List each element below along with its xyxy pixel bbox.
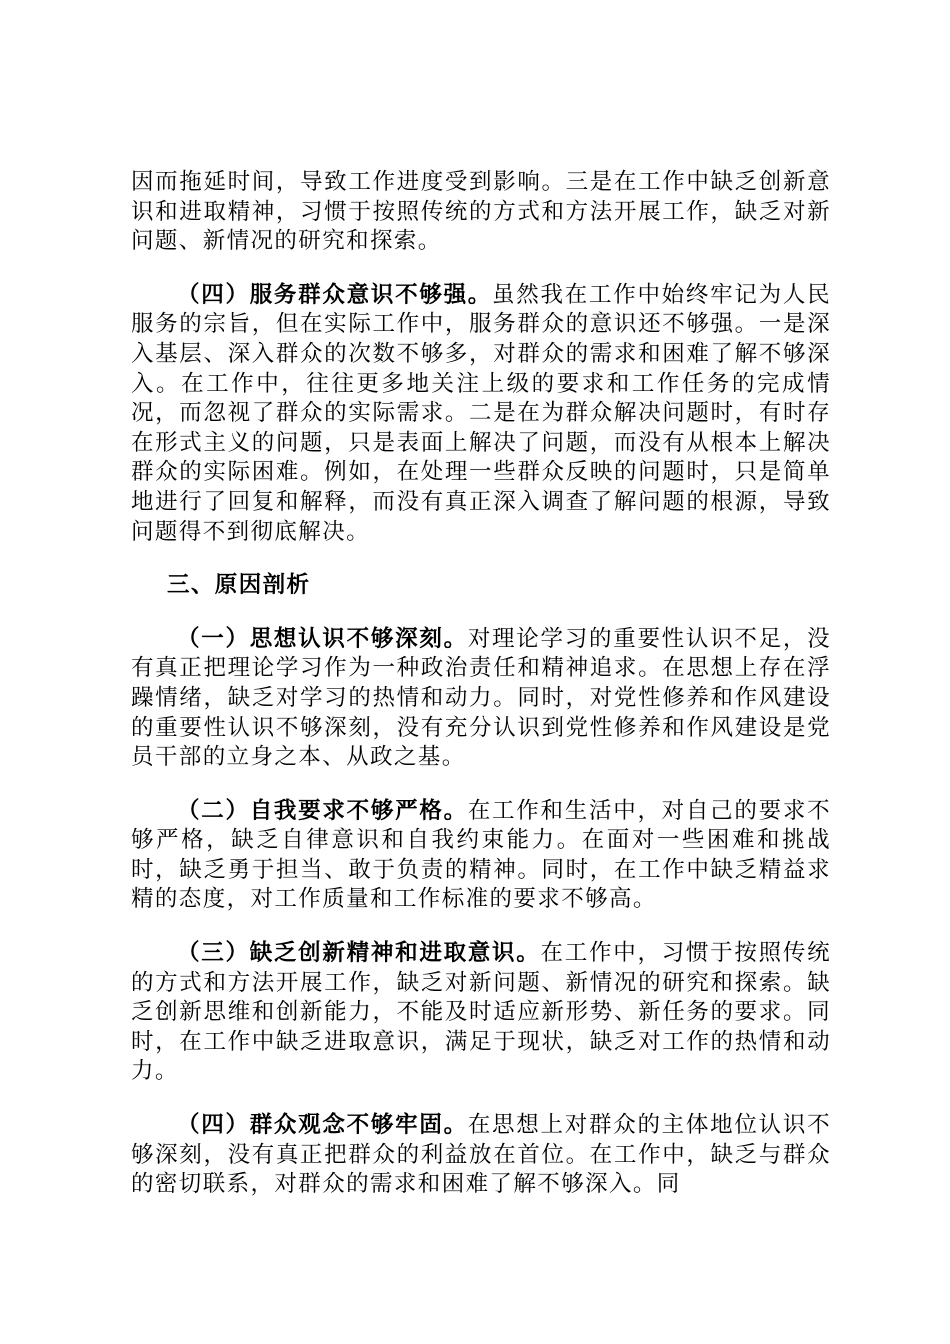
- paragraph-text: 在思想上对群众的主体地位认识不够深刻，没有真正把群众的利益放在首位。在工作中，缺乏与群众的密切联系，对群众的需求和困难了解不够深入。同: [131, 1112, 831, 1198]
- paragraph-text: 虽然我在工作中始终牢记为人民服务的宗旨，但在实际工作中，服务群众的意识还不够强。一是深入基层、深入群众的次数不够多，对群众的需求和困难了解不够深入。在工作中，往往更多地关注上级的要求和工作任务的完成情况，而忽视了群众的实际需求。二是在为群众解决问题时，有时存在形式主义的问题，只是表面上解决了问题，而没有从根本上解决群众的实际困难。例如，在处理一些群众反映的问题时，只是简单地进行了回复和解释，而没有真正深入调查了解问题的根源，导致问题得不到彻底解决。: [131, 281, 831, 545]
- paragraph-text: 在工作中，习惯于按照传统的方式和方法开展工作，缺乏对新问题、新情况的研究和探索。缺乏创新思维和创新能力，不能及时适应新形势、新任务的要求。同时，在工作中缺乏进取意识，满足于现状，缺乏对工作的热情和动力。: [131, 940, 831, 1085]
- paragraph-service-awareness: [131, 281, 831, 547]
- paragraph-continued: [131, 168, 831, 257]
- paragraph-text: 在工作和生活中，对自己的要求不够严格，缺乏自律意识和自我约束能力。在面对一些困难和挑战时，缺乏勇于担当、敢于负责的精神。同时，在工作中缺乏精益求精的态度，对工作质量和工作标准的要求不够高。: [131, 797, 831, 913]
- paragraph-text: 因而拖延时间，导致工作进度受到影响。三是在工作中缺乏创新意识和进取精神，习惯于按照传统的方式和方法开展工作，缺乏对新问题、新情况的研究和探索。: [131, 169, 831, 255]
- paragraph-lead: （二）自我要求不够严格。: [177, 797, 468, 824]
- section-heading: 三、原因剖析: [167, 572, 311, 599]
- paragraph-lead: （四）群众观念不够牢固。: [177, 1112, 468, 1139]
- paragraph-cause-2: [131, 797, 831, 915]
- paragraph-cause-1: [131, 625, 831, 773]
- paragraph-lead: （一）思想认识不够深刻。: [177, 625, 468, 652]
- paragraph-text: 对理论学习的重要性认识不足，没有真正把理论学习作为一种政治责任和精神追求。在思想上存在浮躁情绪，缺乏对学习的热情和动力。同时，对党性修养和作风建设的重要性认识不够深刻，没有充分认识到党性修养和作风建设是党员干部的立身之本、从政之基。: [131, 625, 831, 771]
- paragraph-lead: （四）服务群众意识不够强。: [177, 281, 493, 308]
- document-page: [131, 168, 831, 1224]
- paragraph-cause-3: [131, 939, 831, 1087]
- paragraph-lead: （三）缺乏创新精神和进取意识。: [177, 940, 541, 967]
- paragraph-cause-4: [131, 1111, 831, 1200]
